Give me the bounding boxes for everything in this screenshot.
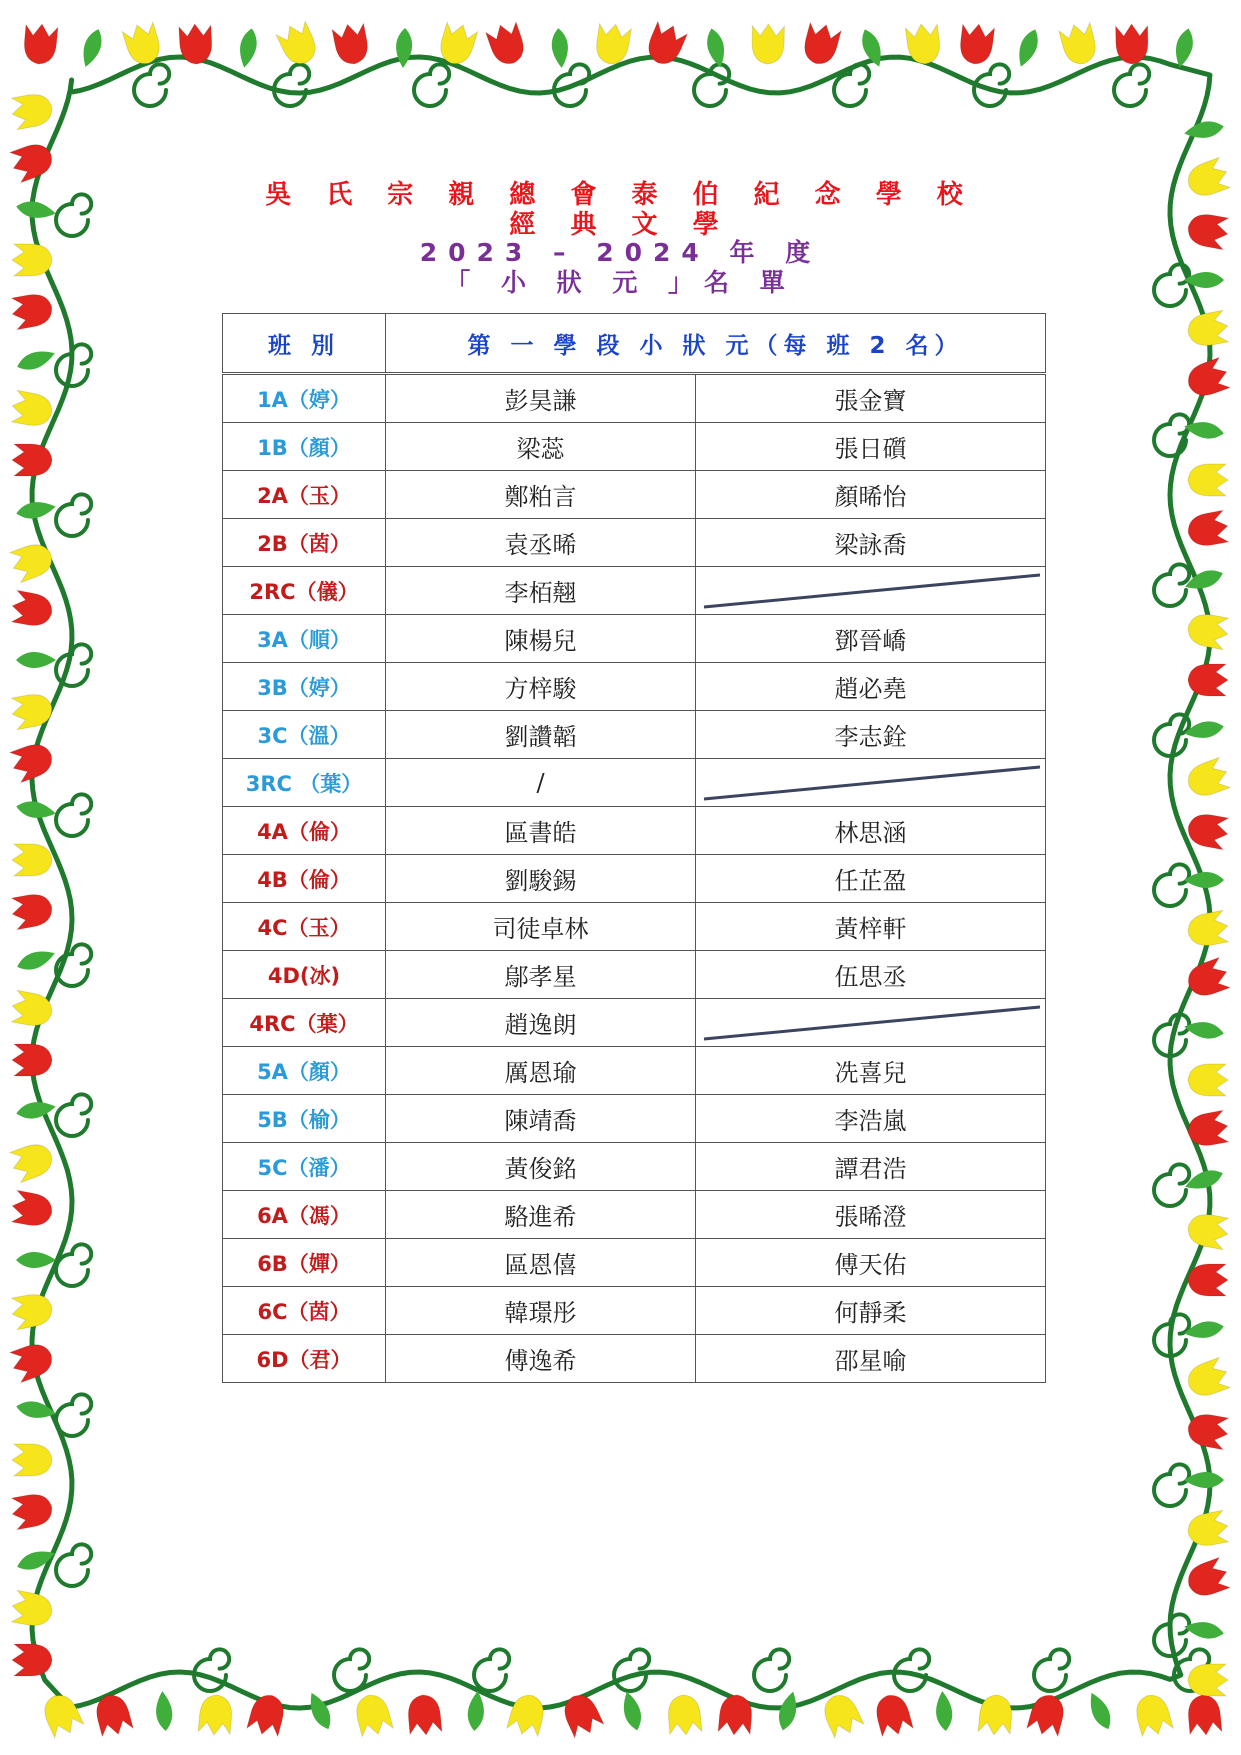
table-row <box>223 567 1046 615</box>
student-name-1: 李栢翹 <box>386 567 696 615</box>
student-name-1: 鄔孝星 <box>386 951 696 999</box>
class-cell: 4RC（葉） <box>223 999 386 1047</box>
student-name-1: 區恩僖 <box>386 1239 696 1287</box>
table-row <box>223 855 1046 903</box>
school-year: 2023 – 2024 年 度 <box>419 238 822 267</box>
column-header-class: 班 別 <box>223 314 386 374</box>
class-cell: 6C（茵） <box>223 1287 386 1335</box>
student-name-1: 劉讚韜 <box>386 711 696 759</box>
table-row <box>223 1335 1046 1383</box>
student-name-2: 傅天佑 <box>696 1239 1046 1287</box>
class-cell: 6D（君） <box>223 1335 386 1383</box>
class-cell: 5C（潘） <box>223 1143 386 1191</box>
student-name-1: 陳楊兒 <box>386 615 696 663</box>
student-name-2: 任芷盈 <box>696 855 1046 903</box>
table-row <box>223 951 1046 999</box>
student-name-1: 鄭粕言 <box>386 471 696 519</box>
table-row <box>223 663 1046 711</box>
student-name-2: 張晞澄 <box>696 1191 1046 1239</box>
table-row <box>223 903 1046 951</box>
student-name-1: 司徒卓林 <box>386 903 696 951</box>
class-cell: 2RC（儀） <box>223 567 386 615</box>
student-name-2: 張日礩 <box>696 423 1046 471</box>
student-name-2: 顏晞怡 <box>696 471 1046 519</box>
table-row <box>223 615 1046 663</box>
class-cell: 4A（倫） <box>223 807 386 855</box>
student-name-2: 何靜柔 <box>696 1287 1046 1335</box>
table-row <box>223 759 1046 807</box>
student-name-2: 邵星喻 <box>696 1335 1046 1383</box>
table-row <box>223 1047 1046 1095</box>
list-title: 「 小 狀 元 」名 單 <box>445 268 796 297</box>
school-name: 吳 氏 宗 親 總 會 泰 伯 紀 念 學 校 <box>265 180 976 210</box>
student-name-1: 黃俊銘 <box>386 1143 696 1191</box>
student-name-2: 梁詠喬 <box>696 519 1046 567</box>
student-name-1: / <box>386 759 696 807</box>
student-name-2: 李志銓 <box>696 711 1046 759</box>
table-row <box>223 711 1046 759</box>
subject-title: 經 典 文 學 <box>509 210 732 240</box>
table-row <box>223 999 1046 1047</box>
student-name-2: 張金寶 <box>696 374 1046 423</box>
student-name-1: 區書皓 <box>386 807 696 855</box>
student-name-1: 韓璟彤 <box>386 1287 696 1335</box>
student-name-2: 鄧晉嶠 <box>696 615 1046 663</box>
student-name-2: 林思涵 <box>696 807 1046 855</box>
column-header-award: 第 一 學 段 小 狀 元（每 班 2 名） <box>386 314 1046 374</box>
class-cell: 2A（玉） <box>223 471 386 519</box>
student-name-1: 劉駿錫 <box>386 855 696 903</box>
student-name-1: 厲恩瑜 <box>386 1047 696 1095</box>
class-cell: 4D(冰) <box>223 951 386 999</box>
class-cell: 6B（嬋） <box>223 1239 386 1287</box>
table-row <box>223 423 1046 471</box>
class-cell: 4C（玉） <box>223 903 386 951</box>
student-name-2: 趙必堯 <box>696 663 1046 711</box>
table-row <box>223 1095 1046 1143</box>
class-cell: 3B（婷） <box>223 663 386 711</box>
class-cell: 2B（茵） <box>223 519 386 567</box>
table-header-row <box>223 314 1046 374</box>
class-cell: 3RC （葉） <box>223 759 386 807</box>
student-name-1: 陳靖喬 <box>386 1095 696 1143</box>
table-row <box>223 471 1046 519</box>
student-name-2: 冼喜兒 <box>696 1047 1046 1095</box>
student-name-1: 駱進希 <box>386 1191 696 1239</box>
student-name-1: 趙逸朗 <box>386 999 696 1047</box>
table-row <box>223 374 1046 423</box>
table-row <box>223 1191 1046 1239</box>
student-name-1: 彭昊謙 <box>386 374 696 423</box>
student-name-2: 李浩嵐 <box>696 1095 1046 1143</box>
class-cell: 3A（順） <box>223 615 386 663</box>
student-name-1: 傅逸希 <box>386 1335 696 1383</box>
class-cell: 4B（倫） <box>223 855 386 903</box>
student-name-2: 伍思丞 <box>696 951 1046 999</box>
student-name-1: 袁丞晞 <box>386 519 696 567</box>
table-row <box>223 807 1046 855</box>
table-row <box>223 1287 1046 1335</box>
class-cell: 5A（顏） <box>223 1047 386 1095</box>
student-name-1: 梁蕊 <box>386 423 696 471</box>
class-cell: 1B（顏） <box>223 423 386 471</box>
empty-cell-strikethrough <box>696 759 1046 807</box>
class-cell: 5B（榆） <box>223 1095 386 1143</box>
student-name-1: 方梓駿 <box>386 663 696 711</box>
table-row <box>223 1239 1046 1287</box>
class-cell: 6A（馮） <box>223 1191 386 1239</box>
empty-cell-strikethrough <box>696 567 1046 615</box>
table-row <box>223 519 1046 567</box>
class-cell: 1A（婷） <box>223 374 386 423</box>
award-table <box>222 313 1046 1383</box>
student-name-2: 黃梓軒 <box>696 903 1046 951</box>
table-row <box>223 1143 1046 1191</box>
student-name-2: 譚君浩 <box>696 1143 1046 1191</box>
empty-cell-strikethrough <box>696 999 1046 1047</box>
class-cell: 3C（溫） <box>223 711 386 759</box>
